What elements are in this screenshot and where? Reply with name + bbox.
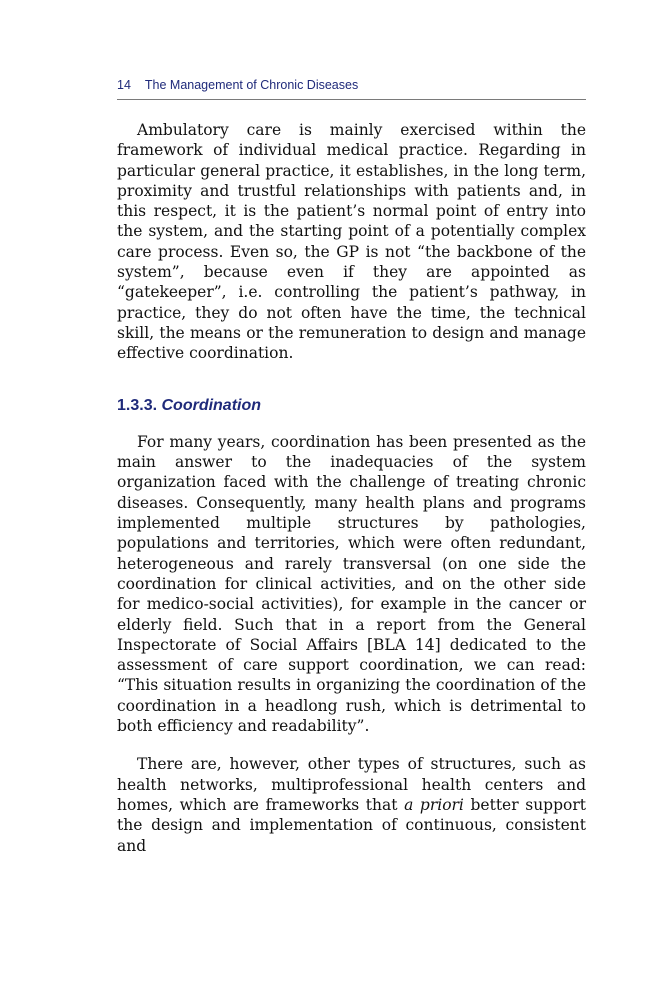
paragraph-ambulatory-care: Ambulatory care is mainly exercised within the framework of individual medical practice. Regarding in particular general practice, it establishes, in the long term, proximity and trustful relationships with patients and, in this respect, it is the patient’s normal point of entry into the system, and the starting point of a potentially complex care process. Even so, the GP is not “the backbone of the system”, because even if they are appointed as “gatekeeper”, i.e. controlling the patient’s pathway, in practice, they do not often have the time, the technical skill, the means or the remuneration to design and manage effective coordination.: [117, 121, 586, 363]
paragraph-structures-text-1: There are, however, other types of structures, such as health networks, multiprofessional health centers and homes, which are frameworks that: [117, 755, 586, 814]
page-number: 14: [117, 78, 131, 92]
paragraph-structures-text-2: better support the design and implementation of continuous, consistent and: [117, 795, 586, 855]
italic-term: a priori: [404, 795, 464, 814]
paragraph-structures: [117, 754, 586, 855]
running-title: The Management of Chronic Diseases: [144, 78, 359, 92]
section-heading: [117, 396, 586, 416]
page-body: [117, 120, 586, 856]
paragraph-coordination: For many years, coordination has been presented as the main answer to the inadequacies of the system organization faced with the challenge of treating chronic diseases. Consequently, many health plans and programs implemented multiple structures by pathologies, populations and territories, which were often redundant, heterogeneous and rarely transversal (on one side the coordination for clinical activities, and on the other side for medico-social activities), for example in the cancer or elderly field. Such that in a report from the General Inspectorate of Social Affairs [BLA 14] dedicated to the assessment of care support coordination, we can read: “This situation results in organizing the coordination of the coordination in a headlong rush, which is detrimental to both efficiency and readability”.: [117, 432, 586, 736]
running-header: [117, 78, 586, 100]
section-title: Coordination: [161, 396, 262, 414]
section-number: 1.3.3.: [117, 396, 158, 414]
